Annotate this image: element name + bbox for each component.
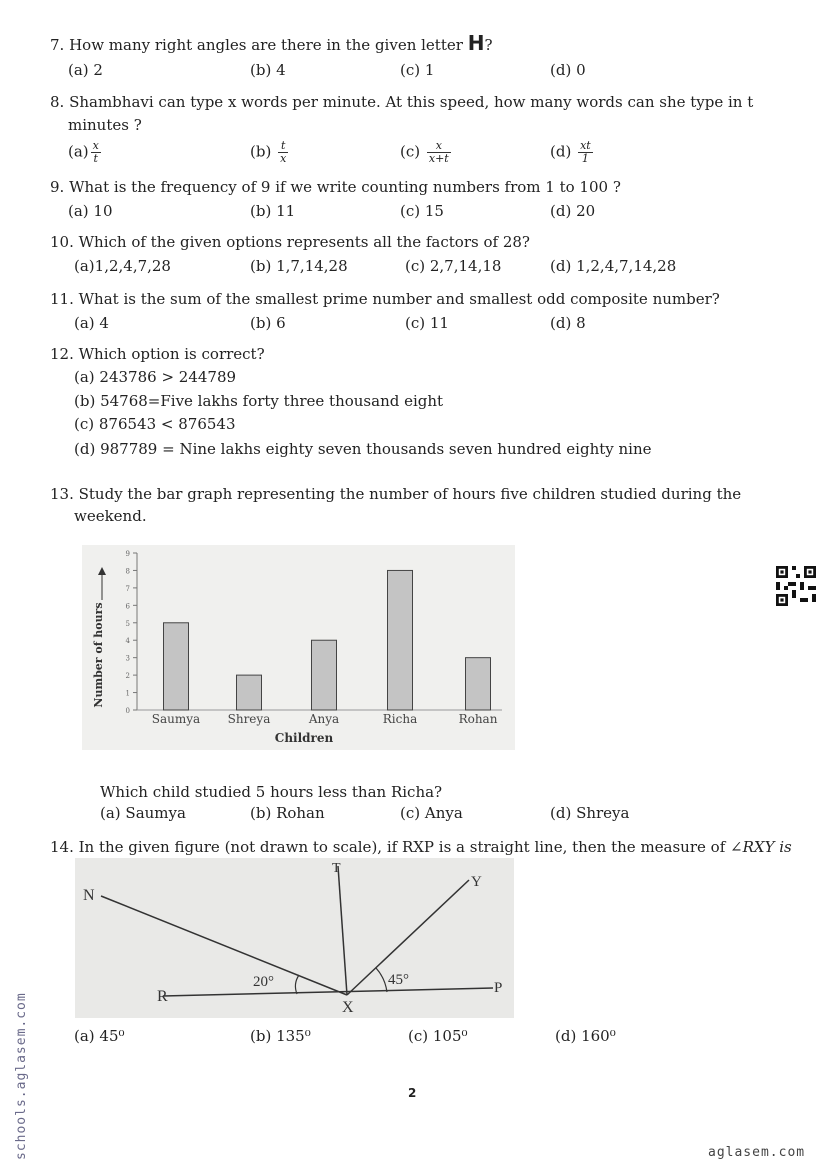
ray-xt — [338, 866, 347, 995]
q7-option-a: (a) 2 — [68, 61, 103, 79]
label-angle-45: 45° — [388, 972, 409, 988]
y-tick-label: 0 — [125, 707, 130, 715]
q8-option-a: (a) $\frac{x}{t}$ — [68, 139, 99, 165]
q9-option-a: (a) 10 — [68, 202, 113, 220]
q14-angle: ∠RXY is — [730, 838, 792, 856]
q7-option-d: (d) 0 — [550, 61, 586, 79]
q12-text: 12. Which option is correct? — [50, 345, 265, 363]
q12-option-c: (c) 876543 < 876543 — [74, 415, 236, 433]
q12-option-b: (b) 54768=Five lakhs forty three thousand eight — [74, 392, 444, 410]
q13-option-c: (c) Anya — [400, 804, 463, 822]
label-p: P — [494, 980, 503, 996]
x-tick-label: Shreya — [227, 712, 271, 726]
y-axis-label: Number of hours — [92, 602, 105, 708]
y-tick-label: 5 — [125, 619, 130, 628]
watermark-bottom: aglasem.com — [708, 1145, 806, 1160]
q10-option-c: (c) 2,7,14,18 — [405, 257, 502, 275]
q7-option-b: (b) 4 — [250, 61, 286, 79]
label-x: X — [342, 999, 354, 1016]
q8-option-d: (d) $\frac{xt}{1}$ — [550, 139, 591, 165]
q7-option-c: (c) 1 — [400, 61, 435, 79]
q13-option-b: (b) Rohan — [250, 804, 325, 822]
q13-option-d: (d) Shreya — [550, 804, 630, 822]
bar-saumya — [164, 623, 189, 710]
q11-option-d: (d) 8 — [550, 314, 586, 332]
line-rxp — [163, 988, 493, 996]
q14-option-b: (b) 135⁰ — [250, 1027, 311, 1045]
q11-option-a: (a) 4 — [74, 314, 109, 332]
y-tick-label: 3 — [125, 654, 130, 663]
x-axis-label: Children — [274, 731, 334, 745]
qr-code-icon — [776, 566, 816, 606]
q9-option-c: (c) 15 — [400, 202, 444, 220]
page-number: 2 — [408, 1086, 417, 1100]
q9-option-b: (b) 11 — [250, 202, 296, 220]
q8-text-line2: minutes ? — [68, 116, 142, 134]
x-tick-label: Richa — [382, 712, 418, 726]
ray-xn — [101, 896, 347, 995]
q14-option-a: (a) 45⁰ — [74, 1027, 125, 1045]
q10-text: 10. Which of the given options represents all the factors of 28? — [50, 233, 530, 251]
q10-option-a: (a)1,2,4,7,28 — [74, 257, 171, 275]
q13-question: Which child studied 5 hours less than Richa? — [100, 783, 443, 801]
q9-option-d: (d) 20 — [550, 202, 596, 220]
bar-rohan — [466, 658, 491, 710]
label-angle-20: 20° — [253, 974, 274, 990]
y-tick-label: 4 — [125, 637, 130, 646]
angle-arc-45 — [376, 968, 387, 992]
label-t: T — [332, 861, 341, 876]
bar-anya — [312, 640, 337, 710]
y-tick-label: 6 — [125, 602, 130, 611]
watermark-side: schools.aglasem.com — [14, 992, 29, 1160]
q13-text-line1: 13. Study the bar graph representing the number of hours five children studied during the — [50, 485, 742, 503]
y-tick-label: 8 — [125, 567, 130, 576]
q13-option-a: (a) Saumya — [100, 804, 186, 822]
angle-figure — [75, 858, 514, 1018]
y-axis-arrow-head — [98, 567, 106, 575]
y-tick-label: 1 — [125, 689, 130, 698]
y-tick-label: 9 — [125, 550, 130, 558]
q13-text-line2: weekend. — [74, 507, 147, 525]
q10-option-b: (b) 1,7,14,28 — [250, 257, 348, 275]
q8-option-b: (b) $\frac{t}{x}$ — [250, 139, 287, 165]
angle-figure-svg — [75, 858, 514, 1018]
q8-text-line1: 8. Shambhavi can type x words per minute. At this speed, how many words can she type in t — [50, 93, 754, 111]
q7-text: 7. How many right angles are there in the given letter H? — [50, 31, 493, 55]
bar-chart — [82, 545, 515, 750]
q7-letter: H — [467, 31, 485, 55]
q12-option-d: (d) 987789 = Nine lakhs eighty seven thousands seven hundred eighty nine — [74, 440, 652, 458]
q10-option-d: (d) 1,2,4,7,14,28 — [550, 257, 677, 275]
q14-text: 14. In the given figure (not drawn to scale), if RXP is a straight line, then the measure of ∠RXY is — [50, 838, 792, 856]
q11-option-b: (b) 6 — [250, 314, 286, 332]
bar-richa — [388, 570, 413, 710]
q11-option-c: (c) 11 — [405, 314, 449, 332]
x-tick-label: Anya — [308, 712, 340, 726]
label-n: N — [83, 887, 95, 904]
bar-chart-svg — [82, 545, 515, 750]
label-r: R — [157, 988, 168, 1005]
label-y: Y — [471, 874, 482, 890]
q14-option-c: (c) 105⁰ — [408, 1027, 468, 1045]
bar-shreya — [237, 675, 262, 710]
y-tick-label: 7 — [125, 584, 130, 593]
y-tick-label: 2 — [125, 672, 130, 681]
q8-option-c: (c) $\frac{x}{x+t}$ — [400, 139, 449, 165]
angle-arc-20 — [295, 975, 299, 994]
q9-text: 9. What is the frequency of 9 if we write counting numbers from 1 to 100 ? — [50, 178, 621, 196]
q11-text: 11. What is the sum of the smallest prime number and smallest odd composite number? — [50, 290, 720, 308]
x-tick-label: Saumya — [151, 712, 201, 726]
q14-option-d: (d) 160⁰ — [555, 1027, 616, 1045]
q12-option-a: (a) 243786 > 244789 — [74, 368, 237, 386]
x-tick-label: Rohan — [458, 712, 498, 726]
